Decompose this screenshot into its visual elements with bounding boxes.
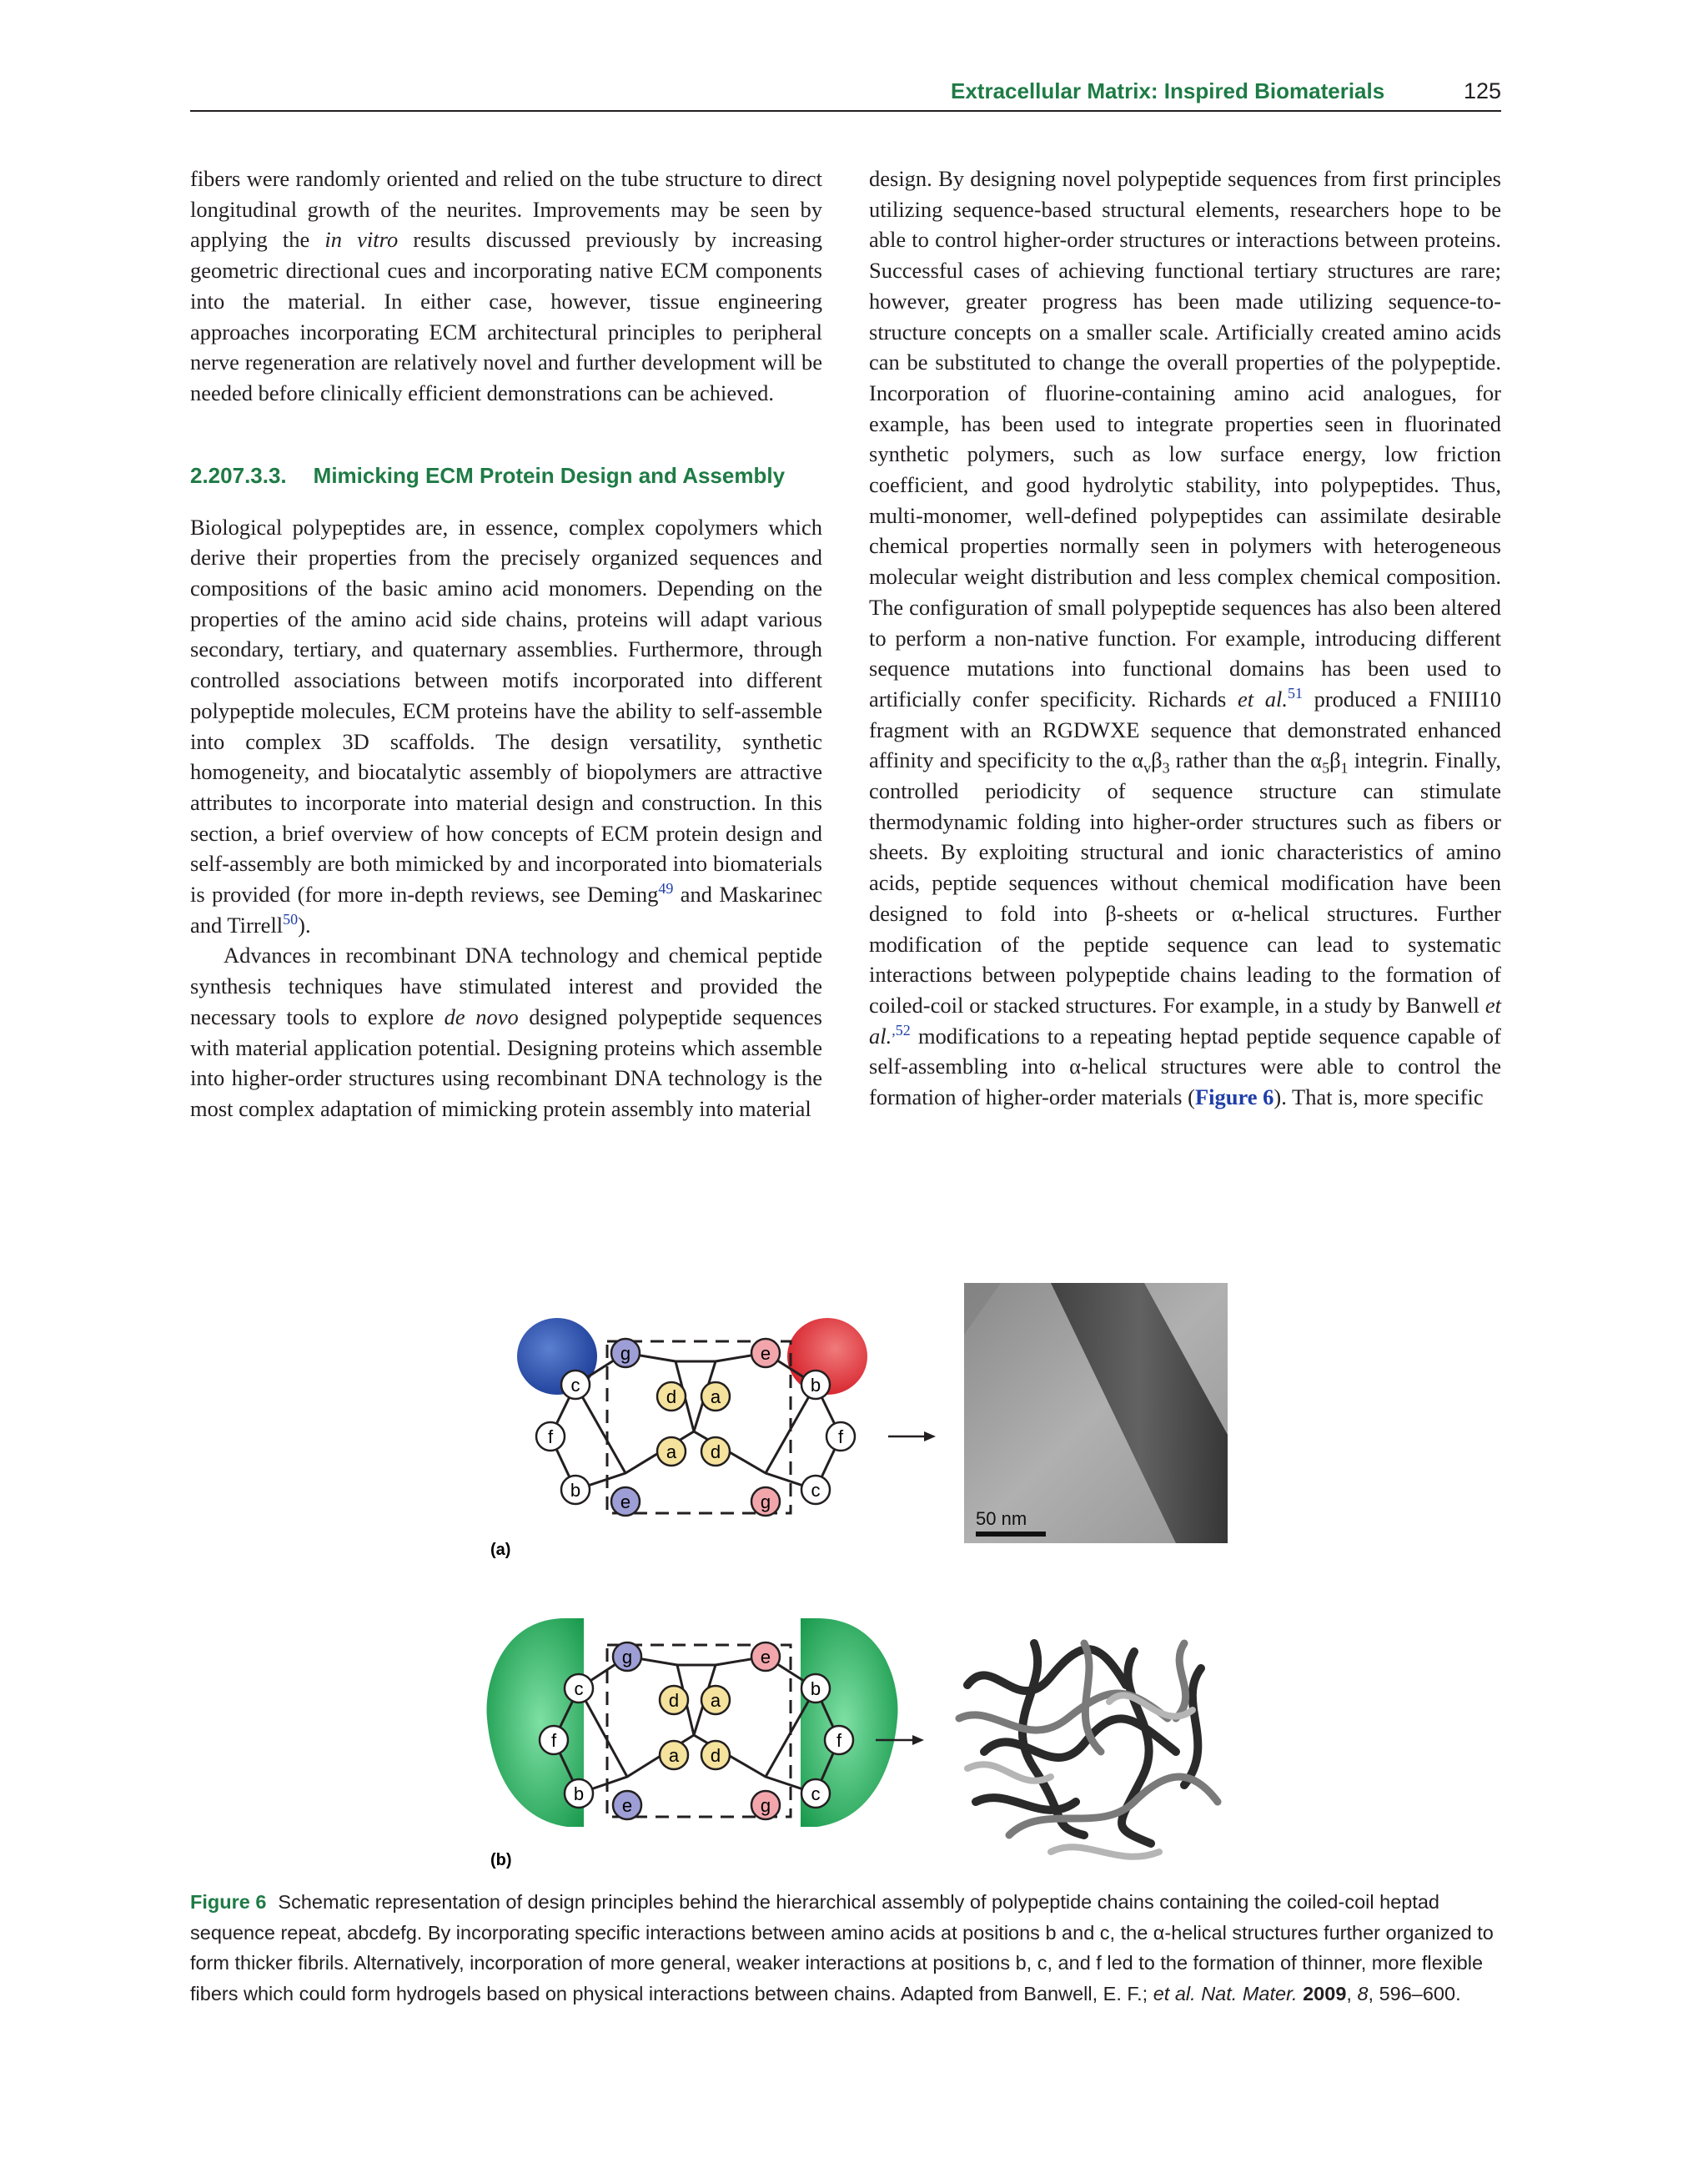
subscript: 5 xyxy=(1322,759,1330,777)
text: integrin. Finally, controlled periodicity of sequence structure can stimulate thermodynamic folding into higher-order structures such as fibers or sheets. By exploiting structural and ionic characteristics of amino acids, peptide sequences without chemical modification have been designed to fold into β-sheets or α-helical structures. Further modification of the peptide sequence can lead to systematic interactions between polypeptide chains leading to the formation of coiled-coil or stacked structures. For example, in a study by Banwell xyxy=(869,747,1502,1018)
residue-c: c xyxy=(811,1480,821,1501)
citation-journal: et al. Nat. Mater. xyxy=(1153,1982,1298,2004)
figure-label: Figure 6 xyxy=(190,1891,267,1913)
residue-g: g xyxy=(620,1343,631,1364)
panel-b-diagram xyxy=(487,1618,898,1827)
residue-d: d xyxy=(668,1690,680,1711)
citation-volume: 8 xyxy=(1357,1982,1369,2004)
citation-pages: , 596–600. xyxy=(1368,1982,1461,2004)
residue-c: c xyxy=(570,1375,580,1396)
residue-a: a xyxy=(668,1745,680,1766)
paragraph xyxy=(869,163,1501,1113)
residue-e: e xyxy=(760,1647,771,1667)
subscript: 1 xyxy=(1340,759,1349,777)
caption-text: Schematic representation of design principles behind the hierarchical assembly of polypeptide chains containing the coiled-coil heptad sequence repeat, abcdefg. By incorporating specific interactions between amino acids at positions b and c, the α-helical structures further organized to form thicker fibrils. Alternatively, incorporation of more general, weaker interactions at positions b, c, and f led to the formation of thinner, more flexible fibers which could form hydrogels based on physical interactions between chains. Adapted from Banwell, E. F.; xyxy=(190,1891,1494,2004)
text: ). That is, more specific xyxy=(1273,1084,1484,1110)
residue-f: f xyxy=(550,1730,557,1751)
residue-d: d xyxy=(710,1441,721,1462)
residue-b: b xyxy=(810,1678,821,1699)
text: design. By designing novel polypeptide sequences from first principles utilizing sequence-based structural elements, researchers hope to be able to control higher-order structures or interactions between proteins. Successful cases of achieving functional tertiary structures are rare; however, greater progress has been made utilizing sequence-to-structure concepts on a smaller scale. Artificially created amino acids can be substituted to change the overall properties of the polypeptide. Incorporation of fluorine-containing amino acid analogues, for example, has been used to integrate properties seen in fluorinated synthetic polymers, such as low surface energy, low friction coefficient, and good hydrolytic stability, into polypeptides. Thus, multi-monomer, well-defined polypeptides can assimilate desirable chemical properties normally seen in polymers with heterogeneous molecular weight distribution and less complex chemical composition. The configuration of small polypeptide sequences has also been altered to perform a non-native function. For example, introducing different sequence mutations into functional domains has been used to artificially confer specificity. Richards xyxy=(869,166,1501,712)
panel-b-label: (b) xyxy=(490,1851,512,1869)
panel-a-label: (a) xyxy=(490,1541,511,1559)
figure-6-link[interactable]: Figure 6 xyxy=(1194,1084,1274,1110)
residue-e: e xyxy=(760,1343,771,1364)
residue-g: g xyxy=(621,1647,633,1667)
text: Biological polypeptides are, in essence, complex copolymers which derive their properties from the precisely organized sequences and compositions of the basic amino acid monomers. Depending on the properties of the amino acid side chains, proteins will adapt various secondary, tertiary, and quaternary assemblies. Furthermore, through controlled associations between motifs incorporated into different polypeptide molecules, ECM proteins have the ability to self-assemble into complex 3D scaffolds. The design versatility, synthetic homogeneity, and biocatalytic assembly of biopolymers are attractive attributes to incorporate into material design and construction. In this section, a brief overview of how concepts of ECM protein design and self-assembly are both mimicked by and incorporated into biomaterials is provided (for more in-depth reviews, see Deming xyxy=(190,514,822,908)
text: and Maskarinec and Tirrell xyxy=(190,882,822,938)
residue-f: f xyxy=(837,1426,844,1447)
right-column xyxy=(869,163,1501,1113)
reference-link-52[interactable]: ,52 xyxy=(892,1021,911,1039)
residue-a: a xyxy=(710,1386,721,1407)
residue-f: f xyxy=(836,1730,842,1751)
reference-link-49[interactable]: 49 xyxy=(658,880,674,898)
citation-year: 2009 xyxy=(1303,1982,1347,2004)
running-title: Extracellular Matrix: Inspired Biomaterials xyxy=(951,78,1385,103)
residue-b: b xyxy=(810,1375,821,1396)
text: β xyxy=(1329,747,1341,773)
text: designed polypeptide sequences with material application potential. Designing proteins which assemble into higher-order structures using recombinant DNA technology is the most complex adaptation of mimicking protein assembly into material xyxy=(190,1003,822,1121)
text: produced a FNIII10 fragment with an RGDWXE sequence that demonstrated enhanced affinity and specificity to the α xyxy=(869,686,1501,773)
text: rather than the α xyxy=(1169,747,1323,773)
paragraph xyxy=(190,512,822,941)
subscript: v xyxy=(1143,759,1152,777)
residue-a: a xyxy=(710,1690,721,1711)
text: Advances in recombinant DNA technology and chemical peptide synthesis techniques have stimulated interest and provided the necessary tools to explore xyxy=(190,943,822,1029)
text: ). xyxy=(298,912,311,938)
header-rule xyxy=(190,110,1501,112)
section-heading xyxy=(190,462,822,489)
scale-bar xyxy=(976,1532,1046,1537)
fiber-network xyxy=(959,1643,1218,1857)
residue-g: g xyxy=(760,1491,771,1512)
residue-e: e xyxy=(620,1491,631,1512)
reference-link-51[interactable]: 51 xyxy=(1287,685,1303,702)
residue-d: d xyxy=(666,1386,677,1407)
tem-micrograph xyxy=(964,1283,1228,1543)
italic-text: et al. xyxy=(869,992,1501,1049)
text: , xyxy=(1346,1982,1358,2004)
residue-d: d xyxy=(710,1745,721,1766)
paragraph xyxy=(190,163,822,409)
scale-bar-label: 50 nm xyxy=(976,1508,1027,1529)
panel-a-diagram xyxy=(517,1318,867,1516)
italic-text: in vitro xyxy=(324,227,399,253)
italic-text: et al. xyxy=(1237,686,1288,712)
subscript: 3 xyxy=(1162,759,1170,777)
text: results discussed previously by increasing geometric directional cues and incorporating native ECM components into the material. In either case, however, tissue engineering approaches incorporating ECM architectural principles to peripheral nerve regeneration are relatively novel and further development will be needed before clinically efficient demonstrations can be achieved. xyxy=(190,227,822,405)
page-number: 125 xyxy=(1463,78,1501,103)
residue-b: b xyxy=(570,1480,581,1501)
arrow-a xyxy=(888,1431,936,1441)
residue-g: g xyxy=(760,1795,771,1816)
section-number: 2.207.3.3. xyxy=(190,462,287,488)
residue-f: f xyxy=(547,1426,554,1447)
residue-c: c xyxy=(811,1783,821,1804)
text: fibers were randomly oriented and relied on the tube structure to direct longitudinal growth of the neurites. Improvements may be seen by applying the xyxy=(190,166,822,253)
text: modifications to a repeating heptad peptide sequence capable of self-assembling into α-helical structures were able to control the formation of higher-order materials ( xyxy=(869,1023,1501,1110)
residue-a: a xyxy=(666,1441,677,1462)
paragraph xyxy=(190,940,822,1124)
italic-text: de novo xyxy=(444,1003,519,1029)
section-title: Mimicking ECM Protein Design and Assembly xyxy=(313,462,786,488)
figure-caption xyxy=(190,1887,1501,2009)
reference-link-50[interactable]: 50 xyxy=(283,910,299,928)
residue-e: e xyxy=(621,1795,633,1816)
residue-b: b xyxy=(573,1783,585,1804)
text: β xyxy=(1151,747,1163,773)
left-column xyxy=(190,163,822,1124)
residue-c: c xyxy=(574,1678,584,1699)
figure-6 xyxy=(467,1251,1268,1869)
